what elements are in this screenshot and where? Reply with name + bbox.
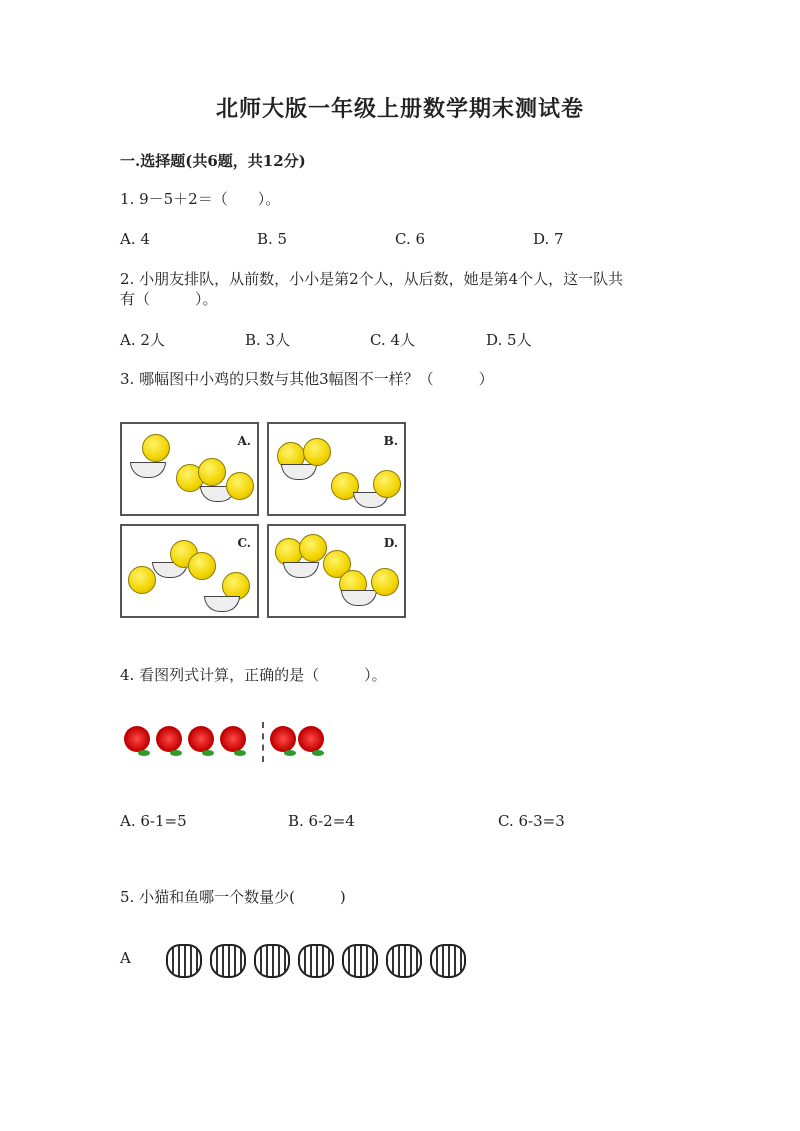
option-b: B. 6-2=4: [288, 812, 355, 830]
flower-icon: [220, 726, 246, 752]
page-title: 北师大版一年级上册数学期末测试卷: [215, 96, 584, 122]
flower-icon: [124, 726, 150, 752]
option-d: D. 5人: [486, 331, 532, 349]
leaf-icon: [312, 750, 324, 756]
bowl-icon: [341, 590, 377, 606]
panel-label: D.: [383, 536, 398, 550]
chick-icon: [198, 458, 226, 486]
bowl-icon: [281, 464, 317, 480]
cat-icon: [298, 944, 334, 978]
option-c: C. 6: [395, 230, 426, 248]
chick-icon: [226, 472, 254, 500]
option-a: A. 6-1=5: [120, 812, 187, 830]
leaf-icon: [284, 750, 296, 756]
chick-icon: [128, 566, 156, 594]
bowl-icon: [204, 596, 240, 612]
question-3: 3. 哪幅图中小鸡的只数与其他3幅图不一样？（ ）: [120, 370, 494, 388]
leaf-icon: [234, 750, 246, 756]
chick-icon: [188, 552, 216, 580]
option-a: A. 4: [120, 230, 150, 248]
flower-icon: [188, 726, 214, 752]
question-4-options: [120, 812, 680, 834]
leaf-icon: [202, 750, 214, 756]
question-4: 4. 看图列式计算，正确的是（ ）。: [120, 666, 387, 684]
row-label-a: A: [120, 949, 131, 967]
chick-icon: [142, 434, 170, 462]
chick-icon: [371, 568, 399, 596]
section-heading: 一.选择题(共6题，共12分): [120, 152, 306, 170]
cat-picture-row: [162, 940, 472, 984]
chick-icon: [303, 438, 331, 466]
option-d: D. 7: [533, 230, 564, 248]
chick-panel-c: [120, 524, 259, 618]
dashed-divider: [262, 722, 264, 762]
chick-picture-grid: [120, 422, 410, 622]
chick-panel-b: [267, 422, 406, 516]
option-b: B. 5: [257, 230, 288, 248]
flower-picture: [120, 720, 330, 764]
option-c: C. 4人: [370, 331, 416, 349]
option-c: C. 6-3=3: [498, 812, 565, 830]
chick-panel-a: [120, 422, 259, 516]
question-1: 1. 9－5＋2＝（ ）。: [120, 190, 281, 208]
chick-panel-d: [267, 524, 406, 618]
leaf-icon: [170, 750, 182, 756]
panel-label: B.: [383, 434, 398, 448]
flower-icon: [298, 726, 324, 752]
leaf-icon: [138, 750, 150, 756]
cat-icon: [430, 944, 466, 978]
question-5: 5. 小猫和鱼哪一个数量少( ): [120, 888, 346, 906]
bowl-icon: [130, 462, 166, 478]
flower-icon: [156, 726, 182, 752]
panel-label: A.: [237, 434, 251, 448]
question-2-line-1: 2. 小朋友排队，从前数，小小是第2个人，从后数，她是第4个人，这一队共: [120, 270, 624, 288]
cat-icon: [166, 944, 202, 978]
option-b: B. 3人: [245, 331, 291, 349]
panel-label: C.: [237, 536, 251, 550]
cat-icon: [254, 944, 290, 978]
cat-icon: [210, 944, 246, 978]
question-2-options: [120, 329, 680, 351]
flower-icon: [270, 726, 296, 752]
chick-icon: [373, 470, 401, 498]
chick-icon: [299, 534, 327, 562]
question-2-line-2: 有（ ）。: [120, 290, 218, 308]
cat-icon: [342, 944, 378, 978]
bowl-icon: [283, 562, 319, 578]
cat-icon: [386, 944, 422, 978]
question-1-options: [120, 230, 680, 252]
option-a: A. 2人: [120, 331, 165, 349]
